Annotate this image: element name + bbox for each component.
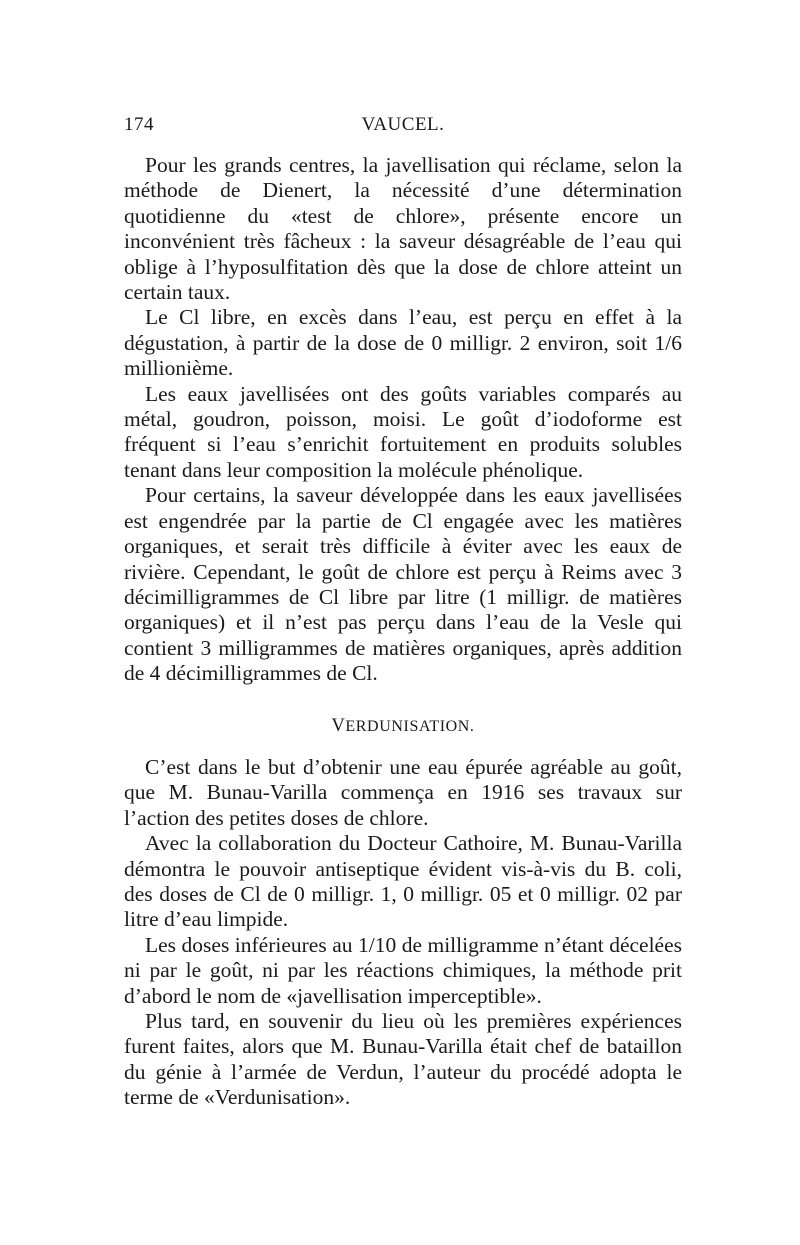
running-head: VAUCEL. xyxy=(361,114,445,135)
paragraph: Les eaux javellisées ont des goûts variables comparés au métal, goudron, poisson, moisi. Le goût d’iodoforme est fréquent si l’eau s’enrichit fortuitement en produits solubles tenant dans leur composition la molécule phénolique. xyxy=(124,381,682,482)
paragraph: Le Cl libre, en excès dans l’eau, est perçu en effet à la dégustation, à partir de la dose de 0 milligr. 2 environ, soit 1/6 millionième. xyxy=(124,305,682,381)
section-heading xyxy=(124,716,682,737)
body-text-bottom xyxy=(124,755,682,1111)
paragraph: Plus tard, en souvenir du lieu où les premières expériences furent faites, alors que M. Bunau-Varilla était chef de bataillon du génie à l’armée de Verdun, l’auteur du procédé adopta le terme de «Verdunisation». xyxy=(124,1009,682,1110)
paragraph: Pour les grands centres, la javellisation qui réclame, selon la méthode de Dienert, la nécessité d’une détermination quotidienne du «test de chlore», présente encore un inconvénient très fâcheux : la saveur désagréable de l’eau qui oblige à l’hyposulfitation dès que la dose de chlore atteint un certain taux. xyxy=(124,153,682,305)
page-header xyxy=(124,114,682,138)
body-text-top xyxy=(124,153,682,687)
paragraph: Les doses inférieures au 1/10 de milligramme n’étant décelées ni par le goût, ni par les réactions chimiques, la méthode prit d’abord le nom de «javellisation imperceptible». xyxy=(124,932,682,1008)
paragraph: C’est dans le but d’obtenir une eau épurée agréable au goût, que M. Bunau-Varilla commença en 1916 ses travaux sur l’action des petites doses de chlore. xyxy=(124,755,682,830)
page-number: 174 xyxy=(124,114,154,135)
section-heading-initial: V xyxy=(331,716,346,736)
section-heading-rest: ERDUNISATION. xyxy=(345,718,475,735)
paragraph: Pour certains, la saveur développée dans les eaux javellisées est engendrée par la partie de Cl engagée avec les matières organiques, et serait très difficile à éviter avec les eaux de rivière. Cependant, le goût de chlore est perçu à Reims avec 3 décimilligrammes de Cl libre par litre (1 milligr. de matières organiques) et il n’est pas perçu dans l’eau de la Vesle qui contient 3 milligrammes de matières organiques, après addition de 4 décimilligrammes de Cl. xyxy=(124,483,682,686)
paragraph: Avec la collaboration du Docteur Cathoire, M. Bunau-Varilla démontra le pouvoir antiseptique évident vis-à-vis du B. coli, des doses de Cl de 0 milligr. 1, 0 milligr. 05 et 0 milligr. 02 par litre d’eau limpide. xyxy=(124,831,682,932)
